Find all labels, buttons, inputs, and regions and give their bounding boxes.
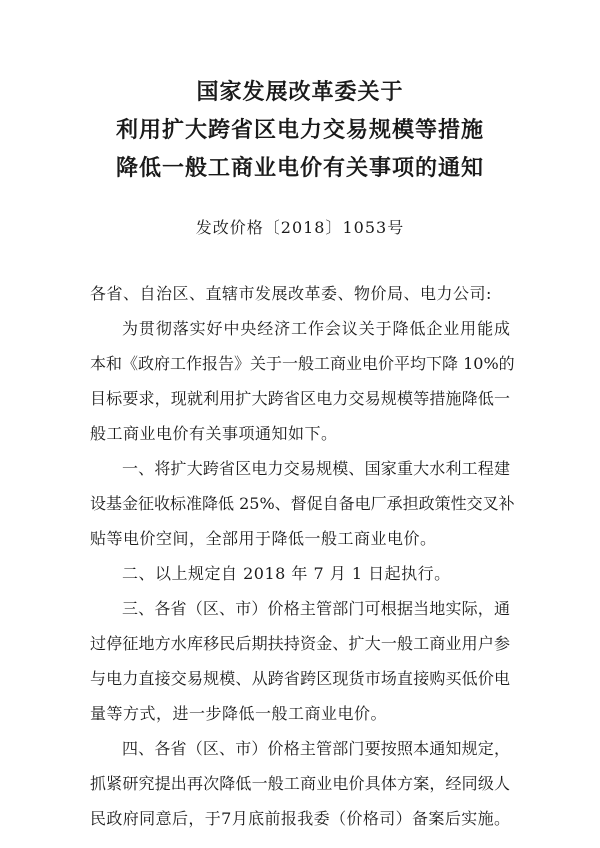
paragraph-5-line-1: 四、各省（区、市）价格主管部门要按照本通知规定， [122,739,510,758]
paragraph-4-line-1: 三、各省（区、市）价格主管部门可根据当地实际，通 [122,599,510,618]
paragraph-1-line-2: 本和《政府工作报告》关于一般工商业电价平均下降 10%的 [90,354,515,373]
paragraph-4-line-2: 过停征地方水库移民后期扶持资金、扩大一般工商业用户参 [90,634,510,653]
paragraph-5-line-3: 民政府同意后，于7月底前报我委（价格司）备案后实施。 [90,809,510,828]
paragraph-3-line-1: 二、以上规定自 2018 年 7 月 1 日起执行。 [122,564,451,583]
addressee: 各省、自治区、直辖市发展改革委、物价局、电力公司: [90,284,492,303]
paragraph-2-line-1: 一、将扩大跨省区电力交易规模、国家重大水利工程建 [122,459,510,478]
paragraph-2-line-3: 贴等电价空间，全部用于降低一般工商业电价。 [90,529,437,548]
document-title-line-1: 国家发展改革委关于 [196,80,404,105]
document-number: 发改价格〔2018〕1053号 [195,218,405,237]
paragraph-5-line-2: 抓紧研究提出再次降低一般工商业电价具体方案，经同级人 [90,774,510,793]
document-title-line-2: 利用扩大跨省区电力交易规模等措施 [115,118,484,143]
paragraph-4-line-4: 量等方式，进一步降低一般工商业电价。 [90,704,388,723]
paragraph-1-line-1: 为贯彻落实好中央经济工作会议关于降低企业用能成 [122,319,510,338]
paragraph-2-line-2: 设基金征收标准降低 25%、督促自备电厂承担政策性交叉补 [90,494,515,513]
paragraph-1-line-4: 般工商业电价有关事项通知如下。 [90,424,338,443]
paragraph-4-line-3: 与电力直接交易规模、从跨省跨区现货市场直接购买低价电 [90,669,510,688]
paragraph-1-line-3: 目标要求，现就利用扩大跨省区电力交易规模等措施降低一 [90,389,510,408]
document-title-line-3: 降低一般工商业电价有关事项的通知 [115,156,484,181]
